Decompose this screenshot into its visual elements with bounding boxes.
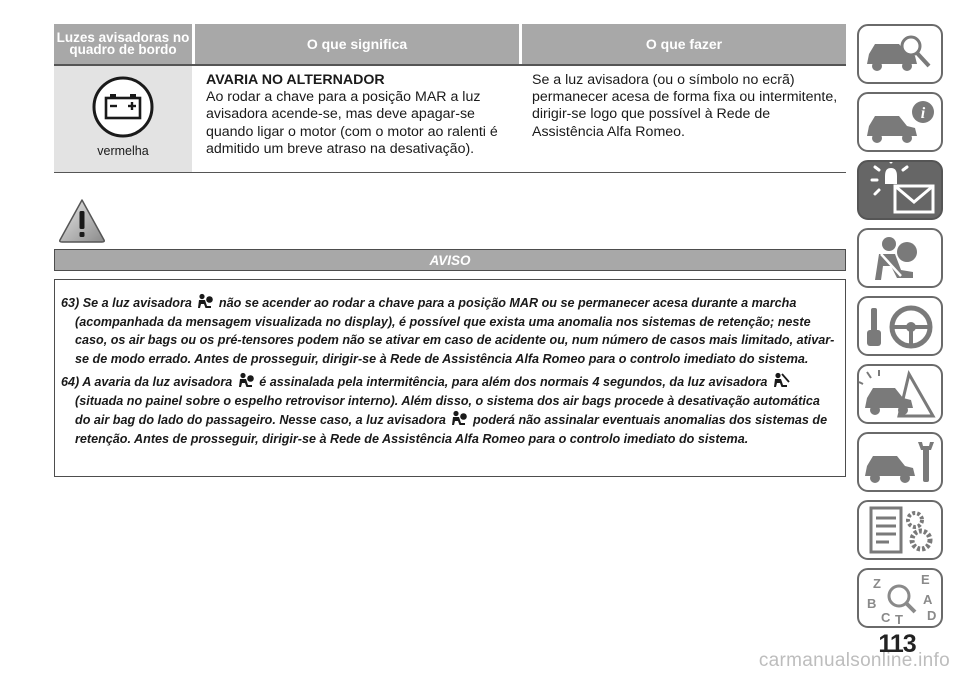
lamp-color-label: vermelha <box>97 144 149 158</box>
tab-maintenance[interactable] <box>857 432 943 492</box>
tab-car-info[interactable] <box>857 92 943 152</box>
tab-safety[interactable] <box>857 228 943 288</box>
index-letter: Z <box>873 576 881 591</box>
meaning-cell <box>192 66 516 172</box>
note-64: 64) A avaria da luz avisadora é assinalada pela intermitência, para além dos normais 4 segundos, da luz avisadora (situada no painel sobre o espelho retrovisor interno). Além disso, o sistema dos air bags procede à desativação automática do air bag do lado do passageiro. Nesse caso, a luz avisadora poderá não assinalar eventuais anomalias dos sistemas de retenção. Antes de prosseguir, dirigir-se à Rede de Assistência Alfa Romeo para o controlo imediato do sistema. <box>61 372 837 448</box>
action-text: Se a luz avisadora (ou o símbolo no ecrã) permanecer acesa de forma fixa ou intermitente, dirigir-se logo que possível à Rede de Assistência Alfa Romeo. <box>532 72 838 140</box>
car-info-icon <box>859 94 941 150</box>
header-action: O que fazer <box>522 24 846 64</box>
airbag-icon <box>237 372 255 389</box>
index-letter: D <box>927 608 937 623</box>
warning-lights-table <box>54 24 846 173</box>
battery-icon <box>92 76 154 138</box>
table-row <box>54 64 846 173</box>
header-meaning: O que significa <box>195 24 519 64</box>
fault-title: AVARIA NO ALTERNADOR <box>206 72 385 88</box>
car-accident-icon <box>859 366 941 422</box>
car-wrench-icon <box>859 434 941 490</box>
tab-index[interactable] <box>857 568 943 628</box>
tab-emergency[interactable] <box>857 364 943 424</box>
airbag-icon <box>196 293 214 310</box>
index-letter: T <box>895 612 903 626</box>
tab-starting-driving[interactable] <box>857 296 943 356</box>
svg-text:i: i <box>920 105 926 122</box>
key-steering-wheel-icon <box>859 298 941 354</box>
page-number: 113 <box>878 630 916 658</box>
table-header <box>54 24 846 64</box>
alphabetical-index-icon <box>859 570 941 626</box>
warning-light-message-icon <box>859 162 941 218</box>
watermark: carmanualsonline.info <box>758 650 950 671</box>
document-gear-icon <box>859 502 941 558</box>
airbag-seatbelt-icon <box>859 230 941 286</box>
warning-title-bar: AVISO <box>54 249 846 271</box>
action-cell <box>516 66 846 172</box>
tab-technical-data[interactable] <box>857 500 943 560</box>
tab-warning-lights[interactable] <box>857 160 943 220</box>
index-letter: C <box>881 610 891 625</box>
note-63: 63) Se a luz avisadora não se acender ao rodar a chave para a posição MAR ou se permanecer acesa durante a marcha (acompanhada da mensagem visualizada no display), é possível que exista uma anomalia nos sistemas de retenção; neste caso, os air bags ou os pré-tensores podem não se ativar em caso de acidente ou, num número de casos mais limitado, ativar-se de modo errado. Antes de prosseguir, dirigir-se à Rede de Assistência Alfa Romeo para o controlo imediato do sistema. <box>61 293 837 368</box>
meaning-text: Ao rodar a chave para a posição MAR a luz avisadora acende-se, mas deve apagar-se quando ligar o motor (com o motor ao ralenti é admitido um breve atraso na desativação). <box>206 89 498 157</box>
airbag-icon <box>450 410 468 427</box>
car-search-icon <box>859 26 941 82</box>
tab-car-search[interactable] <box>857 24 943 84</box>
lamp-cell <box>54 66 192 172</box>
warning-notes-box <box>54 279 846 477</box>
header-warning-lights: Luzes avisadoras no quadro de bordo <box>54 24 192 64</box>
index-letter: B <box>867 596 877 611</box>
warning-triangle-icon <box>58 198 106 243</box>
index-letter: E <box>921 572 930 587</box>
index-letter: A <box>923 592 933 607</box>
passenger-airbag-off-icon <box>772 372 790 389</box>
